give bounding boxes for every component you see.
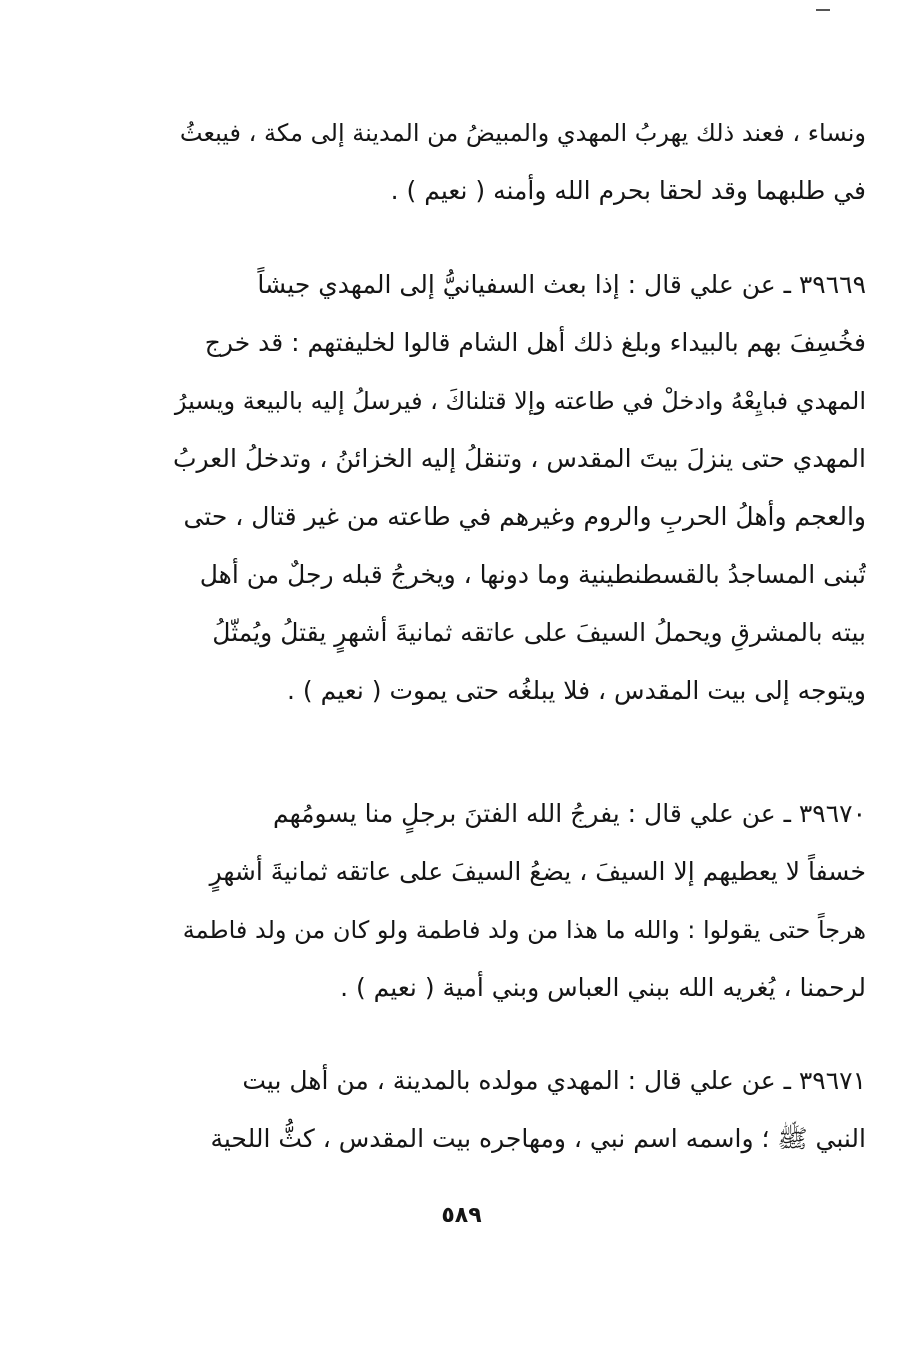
- text-line: ويتوجه إلى بيت المقدس ، فلا يبلغُه حتى يموت ( نعيم ) .: [287, 676, 866, 705]
- text-line: ٣٩٦٦٩ ـ عن علي قال : إذا بعث السفيانيُّ إلى المهدي جيشاً: [257, 270, 866, 299]
- text-line: والعجم وأهلُ الحربِ والروم وغيرهم في طاعته من غير قتال ، حتى: [183, 502, 866, 531]
- text-line: لرحمنا ، يُغريه الله ببني العباس وبني أمية ( نعيم ) .: [340, 973, 866, 1002]
- top-mark: [816, 9, 830, 11]
- text-line: خسفاً لا يعطيهم إلا السيفَ ، يضعُ السيفَ على عاتقه ثمانيةَ أشهرٍ: [209, 857, 866, 886]
- text-line: ونساء ، فعند ذلك يهربُ المهدي والمبيضُ من المدينة إلى مكة ، فيبعثُ: [179, 119, 866, 147]
- text-line: بيته بالمشرقِ ويحملُ السيفَ على عاتقه ثمانيةَ أشهرٍ يقتلُ ويُمثّلُ: [212, 618, 866, 647]
- text-line: المهدي حتى ينزلَ بيتَ المقدس ، وتنقلُ إليه الخزائنُ ، وتدخلُ العربُ: [172, 444, 866, 473]
- text-line: النبي ﷺ ؛ واسمه اسم نبي ، ومهاجره بيت المقدس ، كثُّ اللحية: [210, 1124, 866, 1153]
- text-line: في طلبهما وقد لحقا بحرم الله وأمنه ( نعيم ) .: [390, 176, 866, 205]
- text-line: ٣٩٦٧١ ـ عن علي قال : المهدي مولده بالمدينة ، من أهل بيت: [242, 1066, 866, 1095]
- text-line: تُبنى المساجدُ بالقسطنطينية وما دونها ، ويخرجُ قبله رجلٌ من أهل: [199, 560, 866, 589]
- hadith-39671: [160, 1052, 866, 1168]
- hadith-39670: [160, 785, 866, 1017]
- text-line: المهدي فبايِعْهُ وادخلْ في طاعته وإلا قتلناكَ ، فيرسلُ إليه بالبيعة ويسيرُ: [174, 387, 866, 415]
- text-line: هرجاً حتى يقولوا : والله ما هذا من ولد فاطمة ولو كان من ولد فاطمة: [182, 916, 866, 944]
- page-number: ٥٨٩: [441, 1203, 482, 1228]
- paragraph-continuation: [160, 104, 866, 220]
- text-line: ٣٩٦٧٠ ـ عن علي قال : يفرجُ الله الفتنَ برجلٍ منا يسومُهم: [273, 799, 866, 828]
- hadith-39669: [160, 256, 866, 720]
- text-line: فخُسِفَ بهم بالبيداء وبلغ ذلك أهل الشام قالوا لخليفتهم : قد خرج: [204, 328, 866, 357]
